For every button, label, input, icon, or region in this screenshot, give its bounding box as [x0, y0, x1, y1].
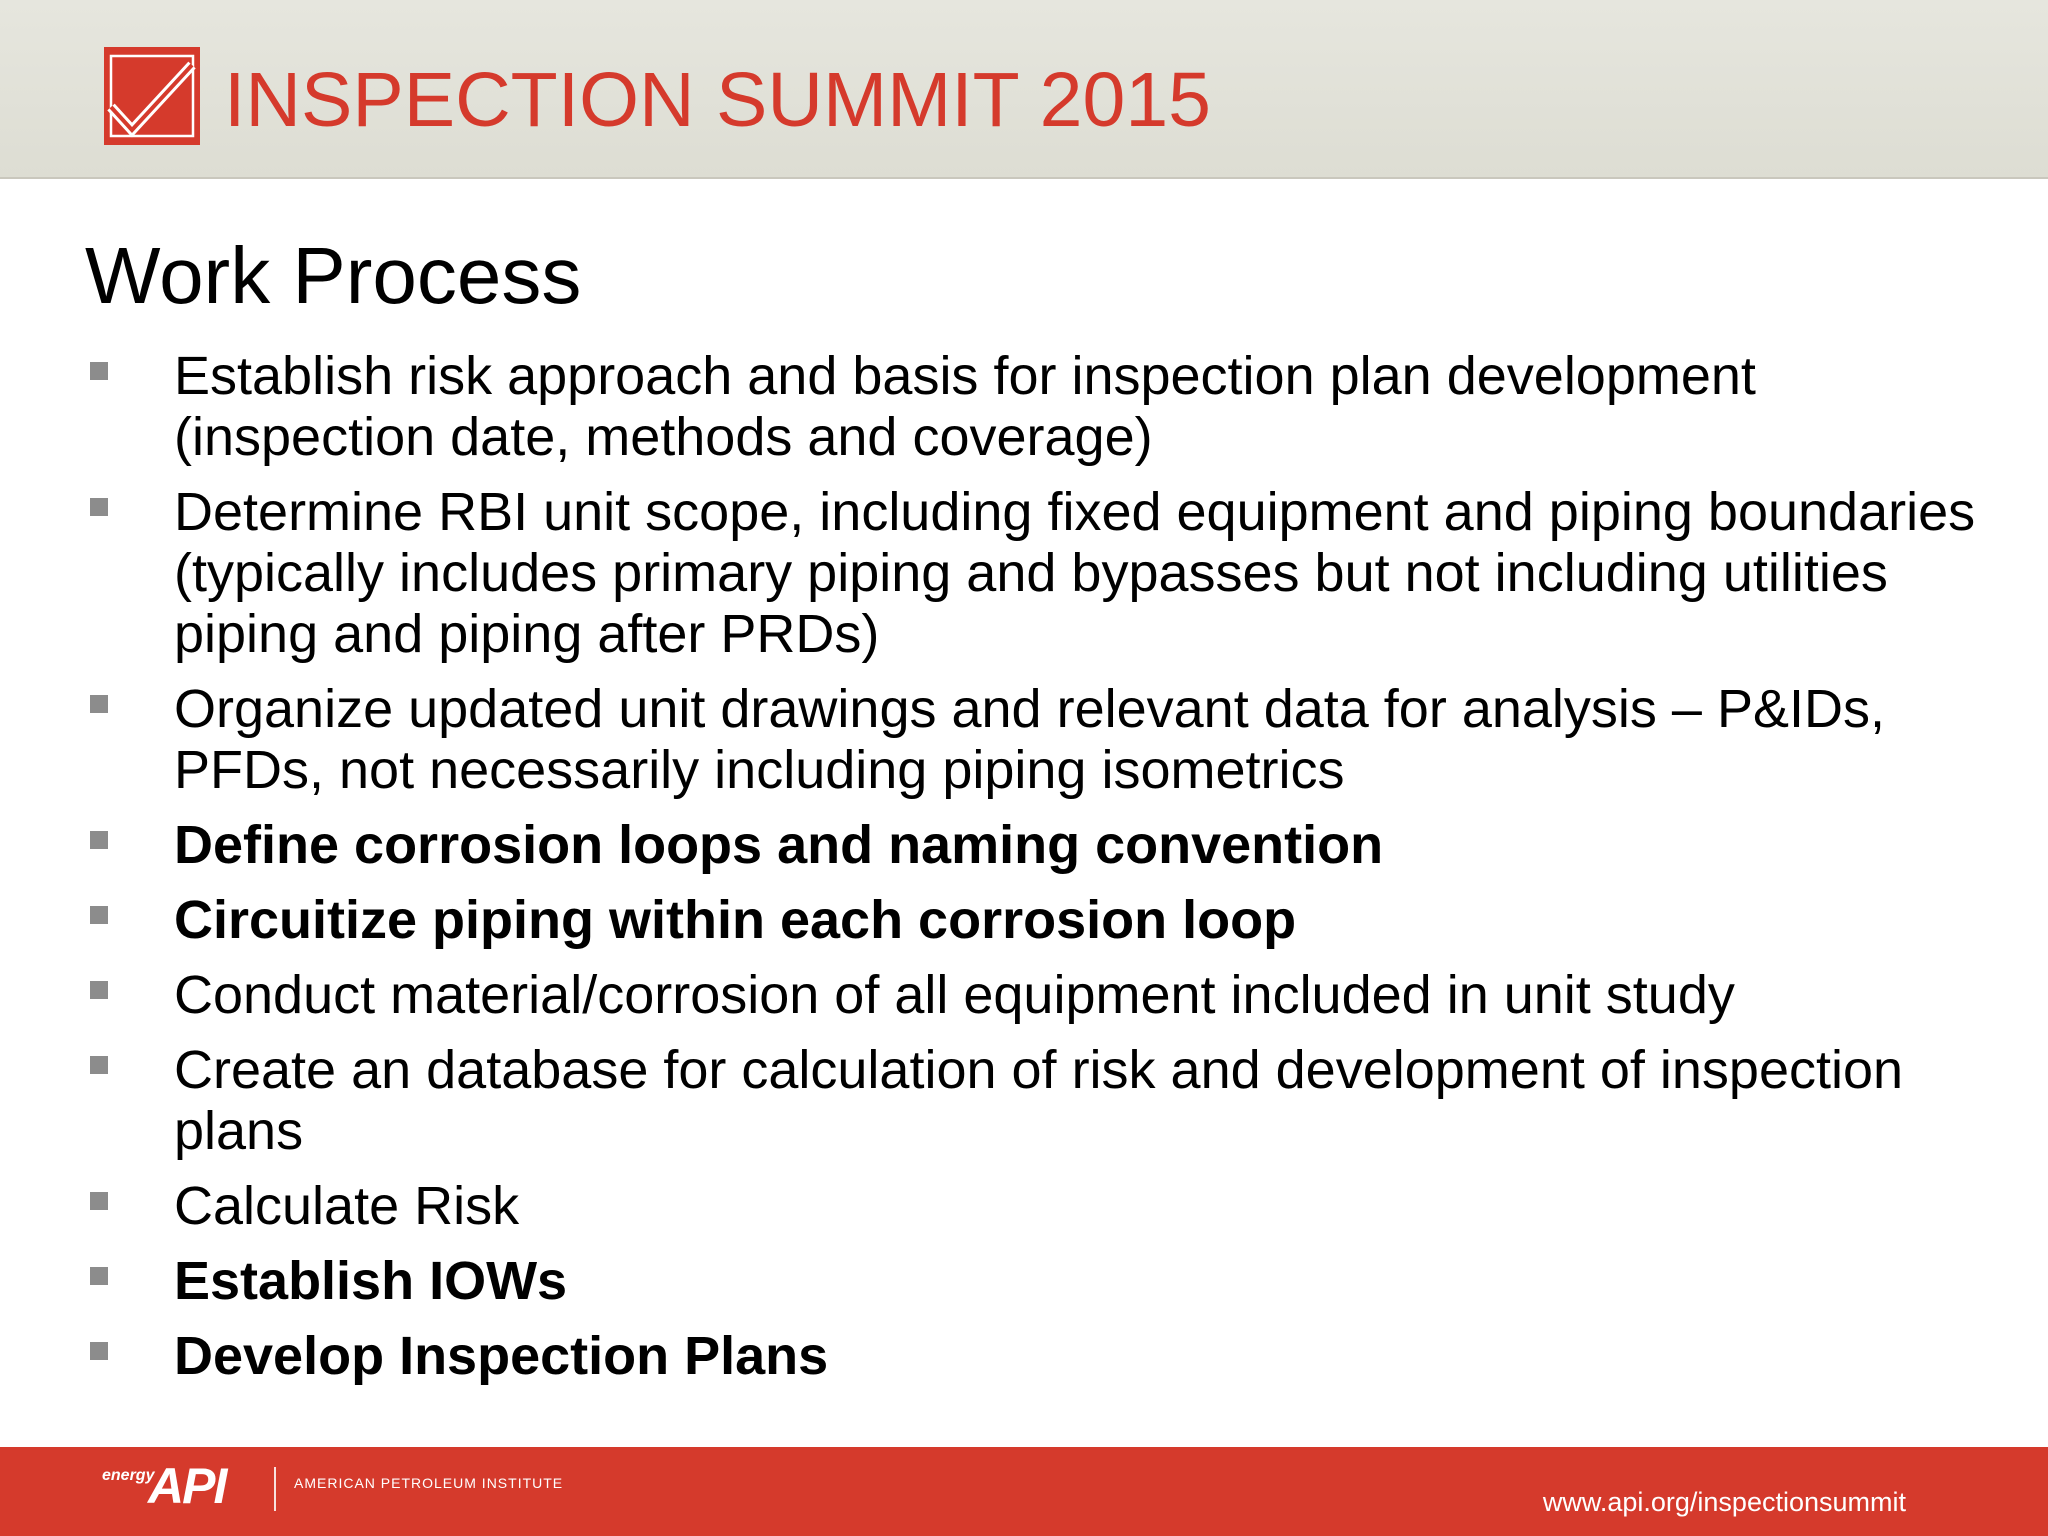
bullet-text: Define corrosion loops and naming convention: [174, 815, 1384, 875]
square-bullet-icon: [90, 1342, 108, 1360]
bullet-text: Establish IOWs: [174, 1251, 568, 1311]
org-name: AMERICAN PETROLEUM INSTITUTE: [294, 1475, 564, 1491]
square-bullet-icon: [90, 498, 108, 516]
bullet-text: Conduct material/corrosion of all equipment included in unit study: [174, 965, 1735, 1025]
square-bullet-icon: [90, 362, 108, 380]
bullet-list: [86, 346, 1986, 1401]
bullet-item: [86, 1326, 1986, 1387]
footer-divider: [274, 1467, 276, 1511]
bullet-item: [86, 1251, 1986, 1312]
bullet-text: Create an database for calculation of risk and development of inspection plans: [174, 1040, 1904, 1161]
square-bullet-icon: [90, 981, 108, 999]
bullet-item: [86, 482, 1986, 665]
bullet-item: [86, 1176, 1986, 1237]
bullet-item: [86, 1040, 1986, 1162]
checkmark-logo-icon: [104, 47, 200, 145]
bullet-text: Organize updated unit drawings and relevant data for analysis – P&IDs, PFDs, not necessarily including piping isometrics: [174, 679, 1885, 800]
footer-bar: [0, 1447, 2048, 1536]
bullet-text: Develop Inspection Plans: [174, 1326, 829, 1386]
event-title: INSPECTION SUMMIT 2015: [224, 57, 1211, 143]
bullet-item: [86, 815, 1986, 876]
energy-label: energy: [102, 1467, 155, 1484]
square-bullet-icon: [90, 906, 108, 924]
header-bar: [0, 0, 2048, 179]
bullet-text: Circuitize piping within each corrosion loop: [174, 890, 1297, 950]
bullet-text: Establish risk approach and basis for inspection plan development (inspection date, methods and coverage): [174, 346, 1756, 467]
api-logo: API: [148, 1458, 226, 1514]
summit-url: www.api.org/inspectionsummit: [1542, 1487, 1906, 1517]
square-bullet-icon: [90, 831, 108, 849]
square-bullet-icon: [90, 695, 108, 713]
square-bullet-icon: [90, 1056, 108, 1074]
bullet-item: [86, 679, 1986, 801]
bullet-text: Determine RBI unit scope, including fixed equipment and piping boundaries (typically includes primary piping and bypasses but not including utilities piping and piping after PRDs): [174, 482, 1976, 664]
bullet-item: [86, 890, 1986, 951]
square-bullet-icon: [90, 1267, 108, 1285]
bullet-text: Calculate Risk: [174, 1176, 520, 1236]
bullet-item: [86, 965, 1986, 1026]
slide-title: Work Process: [85, 231, 582, 320]
bullet-item: [86, 346, 1986, 468]
square-bullet-icon: [90, 1192, 108, 1210]
